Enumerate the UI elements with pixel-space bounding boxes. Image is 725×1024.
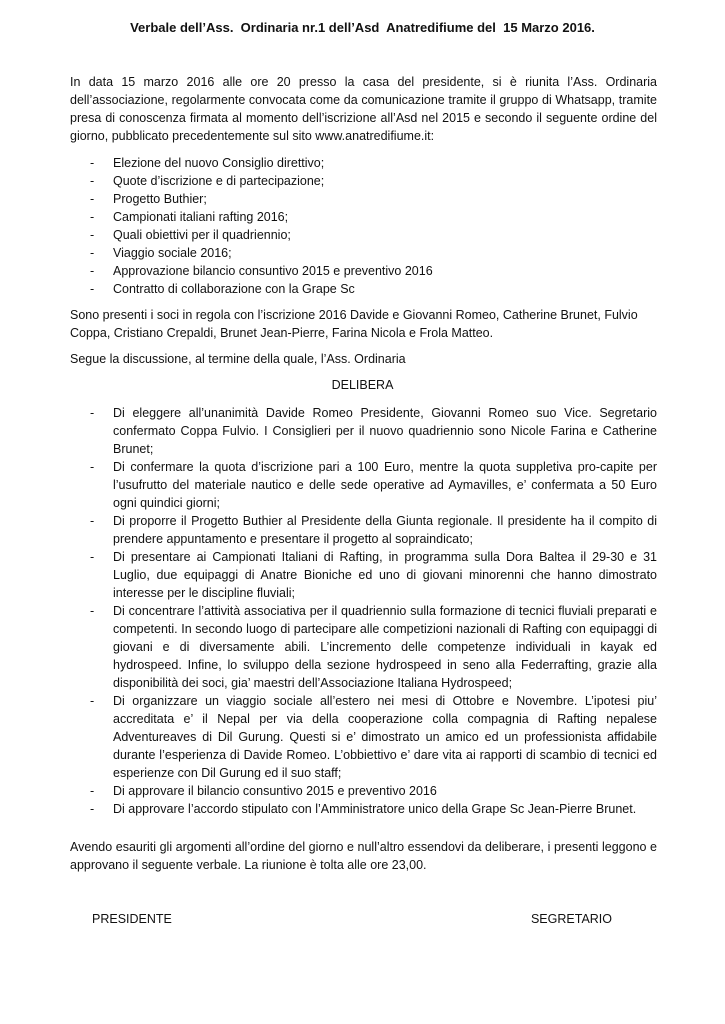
agenda-item-text: Quali obiettivi per il quadriennio; (113, 228, 291, 242)
deliberation-item (70, 548, 657, 602)
agenda-item (70, 280, 657, 298)
agenda-list (70, 154, 657, 298)
agenda-item-text: Elezione del nuovo Consiglio direttivo; (113, 156, 325, 170)
bullet-dash: - (90, 264, 95, 278)
bullet-dash: - (90, 514, 95, 528)
bullet-dash: - (90, 228, 95, 242)
agenda-item-text: Approvazione bilancio consuntivo 2015 e preventivo 2016 (113, 264, 433, 278)
deliberation-item (70, 404, 657, 458)
attendees-paragraph: Sono presenti i soci in regola con l’iscrizione 2016 Davide e Giovanni Romeo, Catherine Brunet, Fulvio Coppa, Cristiano Crepaldi, Brunet Jean-Pierre, Farina Nicola e Frola Matteo. (70, 308, 638, 340)
deliberation-text: Di confermare la quota d’iscrizione pari a 100 Euro, mentre la quota suppletiva pro-capite per l’usufrutto del materiale nautico e delle sede operative ad Aymavilles, e’ confermata a 50 Euro ogni quindici giorni; (113, 460, 657, 510)
agenda-item-text: Quote d’iscrizione e di partecipazione; (113, 174, 325, 188)
agenda-item (70, 226, 657, 244)
closing-paragraph: Avendo esauriti gli argomenti all’ordine del giorno e null’altro essendovi da deliberare, i presenti leggono e approvano il seguente verbale. La riunione è tolta alle ore 23,00. (70, 840, 657, 872)
intro-paragraph: In data 15 marzo 2016 alle ore 20 presso la casa del presidente, si è riunita l’Ass. Ordinaria dell’associazione, regolarmente convocata come da comunicazione tramite il gruppo di Whatsapp, tramite presa di conoscenza firmata al momento dell’iscrizione all’Asd nel 2015 e secondo il seguente ordine del giorno, pubblicato precedentemente sul sito www.anatredifiume.it: (70, 75, 657, 143)
agenda-item-text: Viaggio sociale 2016; (113, 246, 232, 260)
bullet-dash: - (90, 246, 95, 260)
signature-president: PRESIDENTE (92, 912, 172, 926)
agenda-item (70, 262, 657, 280)
deliberation-text: Di concentrare l’attività associativa per il quadriennio sulla formazione di tecnici fluviali preparati e competenti. In secondo luogo di partecipare alle competizioni nazionali di Rafting con equipaggi di giovani e di diversamente abili. L’incremento delle competenze individuali in kayak ed hydrospeed. Infine, lo sviluppo della sezione hydrospeed in seno alla Federrafting, grazie alla disponibilità dei soci, gia’ maestri dell’Associazione Italiana Hydrospeed; (113, 604, 657, 690)
agenda-item (70, 208, 657, 226)
bullet-dash: - (90, 192, 95, 206)
bullet-dash: - (90, 802, 95, 816)
agenda-item-text: Progetto Buthier; (113, 192, 207, 206)
bullet-dash: - (90, 460, 95, 474)
bullet-dash: - (90, 156, 95, 170)
deliberation-text: Di approvare l’accordo stipulato con l’Amministratore unico della Grape Sc Jean-Pierre Brunet. (113, 802, 637, 816)
deliberation-text: Di presentare ai Campionati Italiani di Rafting, in programma sulla Dora Baltea il 29-30 e 31 Luglio, due equipaggi di Anatre Bioniche ed uno di giovani minorenni che hanno dimostrato interesse per le discipline fluviali; (113, 550, 657, 600)
agenda-item (70, 190, 657, 208)
document-title: Verbale dell’Ass. Ordinaria nr.1 dell’Asd Anatredifiume del 15 Marzo 2016. (130, 20, 595, 35)
signature-secretary: SEGRETARIO (530, 912, 612, 926)
bullet-dash: - (90, 694, 95, 708)
bullet-dash: - (90, 604, 95, 618)
bullet-dash: - (90, 550, 95, 564)
deliberation-item (70, 692, 657, 782)
agenda-item-text: Campionati italiani rafting 2016; (113, 210, 289, 224)
agenda-item (70, 154, 657, 172)
deliberation-item (70, 602, 657, 692)
delibera-heading: DELIBERA (331, 378, 394, 392)
bullet-dash: - (90, 784, 95, 798)
deliberation-text: Di eleggere all’unanimità Davide Romeo Presidente, Giovanni Romeo suo Vice. Segretario confermato Coppa Fulvio. I Consiglieri per il nuovo quadriennio sono Nicole Farina e Catherine Brunet; (113, 406, 657, 456)
bullet-dash: - (90, 406, 95, 420)
agenda-item-text: Contratto di collaborazione con la Grape Sc (113, 282, 355, 296)
deliberation-item (70, 512, 657, 548)
bullet-dash: - (90, 174, 95, 188)
deliberations-list (70, 404, 657, 818)
deliberation-item (70, 782, 657, 800)
bullet-dash: - (90, 282, 95, 296)
deliberation-item (70, 458, 657, 512)
deliberation-text: Di organizzare un viaggio sociale all’estero nei mesi di Ottobre e Novembre. L’ipotesi piu’ accreditata e’ il Nepal per via della cooperazione colla compagnia di Rafting nepalese Adventureaves di Dil Gurung. Questi si e’ dimostrato un amico ed un professionista affidabile durante l’esperienza di Davide Romeo. L’obbiettivo e’ dare vita ai rapporti di scambio di tecnici ed esperienze con Dil Gurung ed il suo staff; (113, 694, 657, 780)
deliberation-item (70, 800, 657, 818)
agenda-item (70, 244, 657, 262)
deliberation-text: Di proporre il Progetto Buthier al Presidente della Giunta regionale. Il presidente ha il compito di prendere appuntamento e presentare il progetto al sopraindicato; (113, 514, 657, 546)
discussion-line: Segue la discussione, al termine della quale, l’Ass. Ordinaria (70, 352, 406, 366)
agenda-item (70, 172, 657, 190)
bullet-dash: - (90, 210, 95, 224)
deliberation-text: Di approvare il bilancio consuntivo 2015 e preventivo 2016 (113, 784, 437, 798)
